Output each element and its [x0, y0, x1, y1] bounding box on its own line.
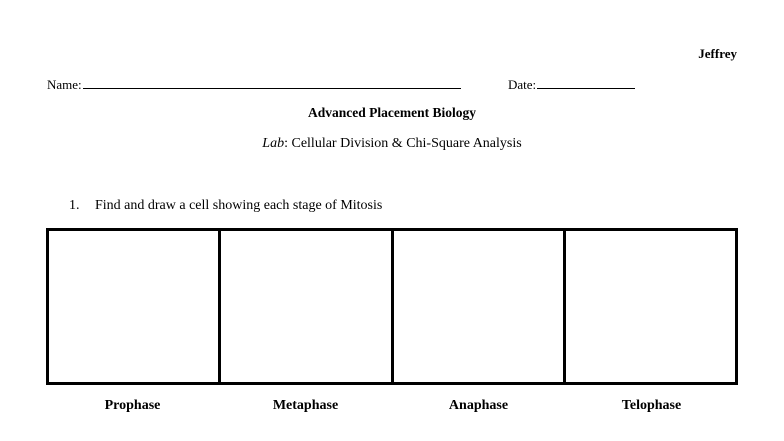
date-blank-line[interactable] — [537, 76, 635, 89]
stage-label-telophase: Telophase — [621, 398, 682, 413]
question-number: 1. — [69, 198, 80, 213]
stage-labels — [46, 398, 738, 414]
author-name: Jeffrey — [698, 46, 737, 61]
question-1 — [69, 198, 382, 214]
drawing-box-metaphase[interactable] — [221, 231, 393, 382]
drawing-box-prophase[interactable] — [49, 231, 221, 382]
name-blank-line[interactable] — [83, 76, 461, 89]
question-text: Find and draw a cell showing each stage of Mitosis — [95, 198, 383, 213]
course-title: Advanced Placement Biology — [308, 105, 476, 120]
stage-label-anaphase: Anaphase — [448, 398, 509, 413]
drawing-grid — [46, 228, 738, 385]
lab-prefix: Lab — [262, 136, 285, 151]
date-label: Date: — [508, 77, 537, 92]
drawing-box-anaphase[interactable] — [394, 231, 566, 382]
lab-title — [0, 136, 784, 152]
lab-title-text: : Cellular Division & Chi-Square Analysis — [284, 136, 522, 151]
date-field — [508, 76, 635, 93]
drawing-box-telophase[interactable] — [566, 231, 735, 382]
stage-label-prophase: Prophase — [104, 398, 161, 413]
name-label: Name: — [47, 77, 82, 92]
stage-label-metaphase: Metaphase — [272, 398, 339, 413]
name-field — [47, 76, 461, 93]
